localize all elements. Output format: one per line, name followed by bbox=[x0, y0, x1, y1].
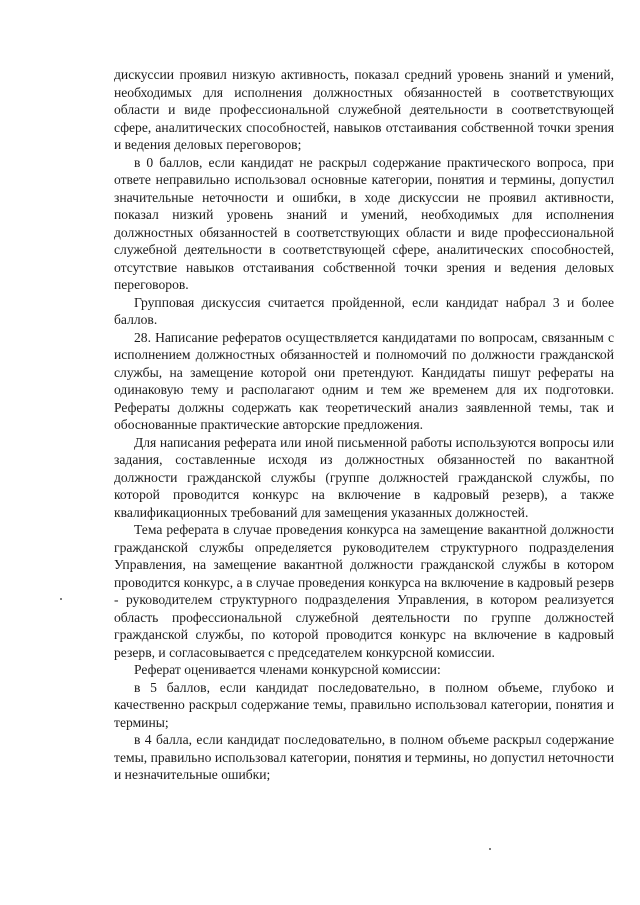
paragraph-5: Для написания реферата или иной письменной работы используются вопросы или задания, составленные исходя из должностных обязанностей по вакантной должности гражданской службы (группе должностей гражданской службы, по которой проводится конкурс на включение в кадровый резерв), а также квалификационных требований для замещения указанных должностей. bbox=[114, 434, 614, 520]
scan-speck bbox=[60, 598, 62, 600]
paragraph-4: 28. Написание рефератов осуществляется кандидатами по вопросам, связанным с исполнением должностных обязанностей и полномочий по должности гражданской службы, на замещение которой они претендуют. Кандидаты пишут рефераты на одинаковую тему и располагают одним и тем же временем для их подготовки. Рефераты должны содержать как теоретический анализ заявленной темы, так и обоснованные практические авторские предложения. bbox=[114, 329, 614, 432]
paragraph-6: Тема реферата в случае проведения конкурса на замещение вакантной должности гражданской службы определяется руководителем структурного подразделения Управления, на замещение вакантной должности гражданской службы в котором проводится конкурс, а в случае проведения конкурса на включение в кадровый резерв - руководителем структурного подразделения Управления, в котором реализуется область профессиональной служебной деятельности по группе должностей гражданской службы, по которой проводится конкурс на включение в кадровый резерв, и согласовывается с председателем конкурсной комиссии. bbox=[114, 522, 614, 660]
paragraph-8: в 5 баллов, если кандидат последовательно, в полном объеме, глубоко и качественно раскрыл содержание темы, правильно использовал категории, понятия и термины; bbox=[114, 679, 614, 730]
paragraph-9: в 4 балла, если кандидат последовательно, в полном объеме раскрыл содержание темы, правильно использовал категории, понятия и термины, но допустил неточности и незначительные ошибки; bbox=[114, 732, 614, 782]
paragraph-3: Групповая дискуссия считается пройденной, если кандидат набрал 3 и более баллов. bbox=[114, 294, 614, 327]
document-body bbox=[114, 66, 614, 784]
paragraph-7: Реферат оценивается членами конкурсной комиссии: bbox=[134, 662, 441, 677]
paragraph-2: в 0 баллов, если кандидат не раскрыл содержание практического вопроса, при ответе неправильно использовал основные категории, понятия и термины, допустил значительные неточности и ошибки, в ходе дискуссии не проявил активности, показал низкий уровень знаний и умений, необходимых для исполнения должностных обязанностей в соответствующих области и виде профессиональной служебной деятельности в соответствующей сфере, аналитических способностей, отсутствие навыков отстаивания собственной точки зрения и ведения деловых переговоров. bbox=[114, 154, 614, 292]
paragraph-1: дискуссии проявил низкую активность, показал средний уровень знаний и умений, необходимых для исполнения должностных обязанностей в соответствующих области и виде профессиональной служебной деятельности в соответствующей сфере, аналитических способностей, навыков отстаивания собственной точки зрения и ведения деловых переговоров; bbox=[114, 67, 614, 152]
scan-speck bbox=[489, 848, 491, 850]
